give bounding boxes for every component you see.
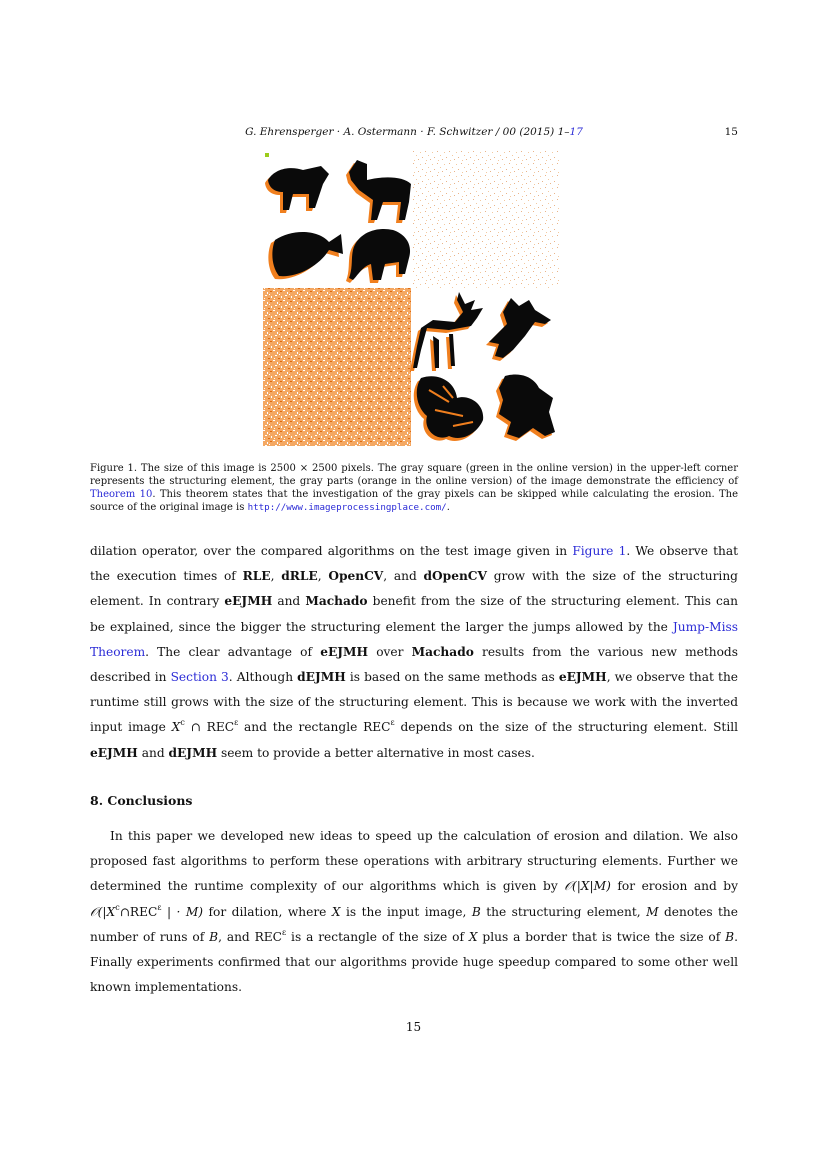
silhouette-elephant xyxy=(346,229,410,283)
silhouette-horse xyxy=(346,160,411,223)
header-page-link[interactable]: 17 xyxy=(569,126,583,138)
section-3-link[interactable]: Section 3 xyxy=(170,670,229,685)
figure-1-link[interactable]: Figure 1 xyxy=(572,544,627,558)
light-noise-quadrant xyxy=(411,150,559,288)
figure-caption: Figure 1. The size of this image is 2500 × 2500 pixels. The gray square (green in the online version) in the upper-left corner represents the structuring element, the gray parts (orange in the online version) of the image demonstrate the efficiency of Theorem 10. This theorem states that the investigation of the gray pixels can be skipped while calculating the erosion. The source of the original image is http://www.imageprocessingplace.com/. xyxy=(90,463,738,513)
silhouette-beetle xyxy=(486,298,551,361)
jump-miss-theorem-link[interactable]: Jump-Miss Theorem xyxy=(90,619,738,659)
paragraph-results: dilation operator, over the compared algorithms on the test image given in Figure 1. We observe that the execution times of RLE, dRLE, OpenCV, and dOpenCV grow with the size of the structuring element. In contrary eEJMH and Machado benefit from the size of the structuring element. This can be explained, since the bigger the structuring element the larger the jumps allowed by the Jump-Miss Theorem. The clear advantage of eEJMH over Machado results from the various new methods described in Section 3. Although dEJMH is based on the same methods as eEJMH, we observe that the runtime still grows with the size of the structuring element. This is because we work with the inverted input image $X^c$ ∩ $REC^\varepsilon$ and the rectangle $REC^\varepsilon$ depends on the size of the structuring element. Still eEJMH and dEJMH seem to provide a better alternative in most cases. xyxy=(90,544,739,760)
silhouette-deer xyxy=(410,292,483,371)
silhouette-bull xyxy=(265,166,329,213)
header-authors: G. Ehrensperger · A. Ostermann · F. Schwitzer / 00 (2015) 1–17 xyxy=(245,126,583,138)
running-header xyxy=(90,126,738,142)
silhouette-frog xyxy=(496,375,555,442)
silhouette-fish xyxy=(268,232,343,279)
section-heading-conclusions: 8. Conclusions xyxy=(90,793,193,808)
orange-noise-quadrant xyxy=(263,288,411,446)
silhouette-butterfly xyxy=(414,376,483,441)
figure-image xyxy=(263,150,559,446)
structuring-element xyxy=(265,153,269,157)
header-page-number: 15 xyxy=(724,126,738,138)
page-number: 15 xyxy=(405,1020,422,1034)
paragraph-conclusions: In this paper we developed new ideas to speed up the calculation of erosion and dilation. We also proposed fast algorithms to perform these operations with arbitrary structuring elements. Further we determined the runtime complexity of our algorithms which is given by 𝒪(|X|M) for erosion and by $𝒪(|X^c\cap REC^\varepsilon$ | · M) for dilation, where X is the input image, B the structuring element, M denotes the number of runs of B, and $REC^\varepsilon$ is a rectangle of the size of X plus a border that is twice the size of B. Finally experiments confirmed that our algorithms provide huge speedup compared to some other well known implementations. xyxy=(90,829,738,995)
source-url-link[interactable]: http://www.imageprocessingplace.com/ xyxy=(247,502,447,513)
theorem-10-link[interactable]: Theorem 10 xyxy=(90,489,153,500)
